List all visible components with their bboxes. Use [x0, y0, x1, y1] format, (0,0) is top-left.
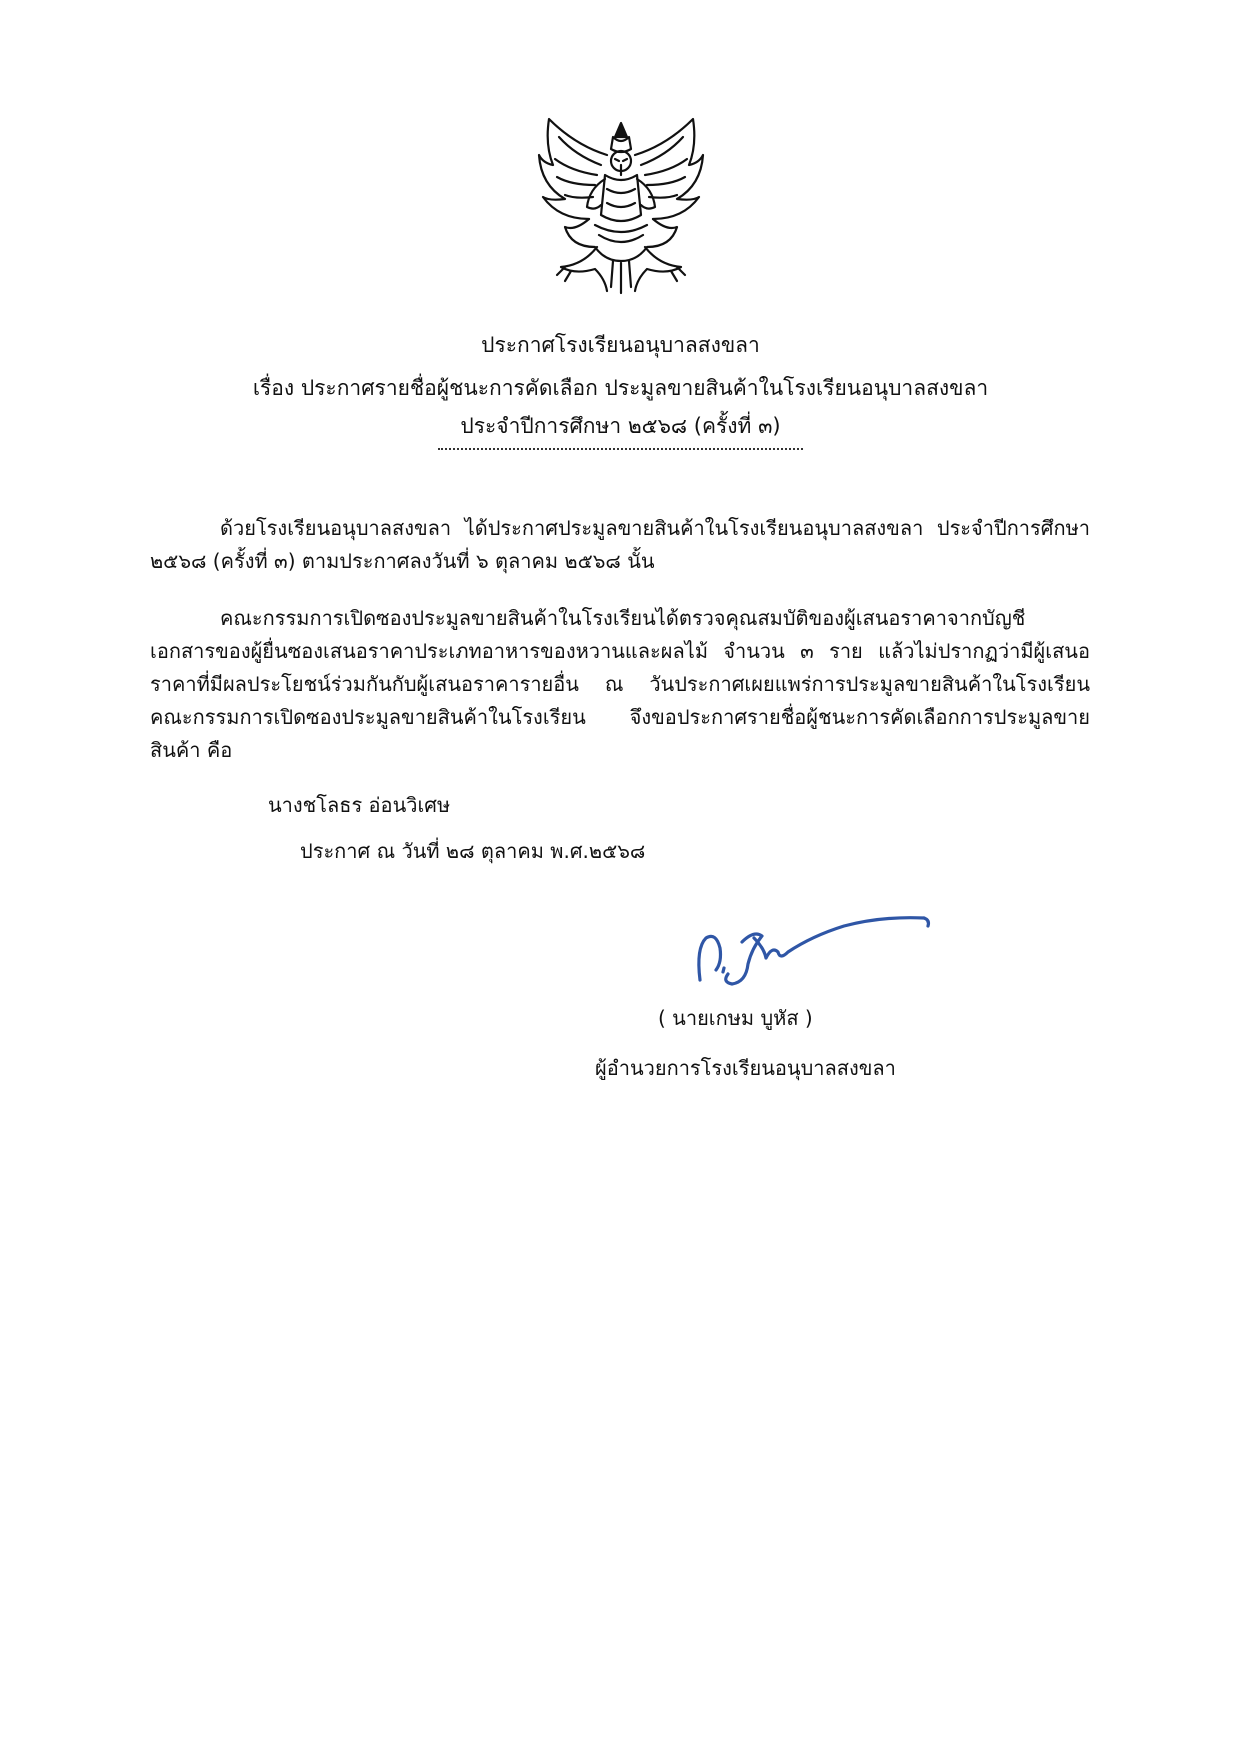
signatory-position: ผู้อำนวยการโรงเรียนอนุบาลสงขลา — [595, 1056, 896, 1080]
body-paragraph-1-container — [150, 512, 1090, 578]
announce-date: ประกาศ ณ วันที่ ๒๘ ตุลาคม พ.ศ.๒๕๖๘ — [300, 839, 646, 863]
separator-line — [438, 448, 803, 450]
body-paragraph-2: คณะกรรมการเปิดซองประมูลขายสินค้าในโรงเรียนได้ตรวจคุณสมบัติของผู้เสนอราคาจากบัญชีเอกสารของผู้ยื่นซองเสนอราคาประเภทอาหารของหวานและผลไม้ จำนวน ๓ ราย แล้วไม่ปรากฏว่ามีผู้เสนอราคาที่มีผลประโยชน์ร่วมกันกับผู้เสนอราคารายอื่น ณ วันประกาศเผยแพร่การประมูลขายสินค้าในโรงเรียน คณะกรรมการเปิดซองประมูลขายสินค้าในโรงเรียน จึงขอประกาศรายชื่อผู้ชนะการคัดเลือกการประมูลขายสินค้า คือ — [150, 606, 1090, 762]
handwritten-signature-icon — [692, 908, 932, 988]
document-title: ประกาศโรงเรียนอนุบาลสงขลา — [481, 333, 760, 357]
body-paragraph-1: ด้วยโรงเรียนอนุบาลสงขลา ได้ประกาศประมูลขายสินค้าในโรงเรียนอนุบาลสงขลา ประจำปีการศึกษา ๒๕๖๘ (ครั้งที่ ๓) ตามประกาศลงวันที่ ๖ ตุลาคม ๒๕๖๘ นั้น — [150, 516, 1090, 573]
document-year-line: ประจำปีการศึกษา ๒๕๖๘ (ครั้งที่ ๓) — [460, 414, 781, 438]
garuda-emblem-icon — [535, 115, 707, 297]
winner-name: นางชโลธร อ่อนวิเศษ — [268, 793, 451, 817]
document-subject: เรื่อง ประกาศรายชื่อผู้ชนะการคัดเลือก ประมูลขายสินค้าในโรงเรียนอนุบาลสงขลา — [252, 376, 989, 400]
body-paragraph-2-container — [150, 602, 1090, 767]
signatory-name: ( นายเกษม บูหัส ) — [658, 1006, 813, 1030]
